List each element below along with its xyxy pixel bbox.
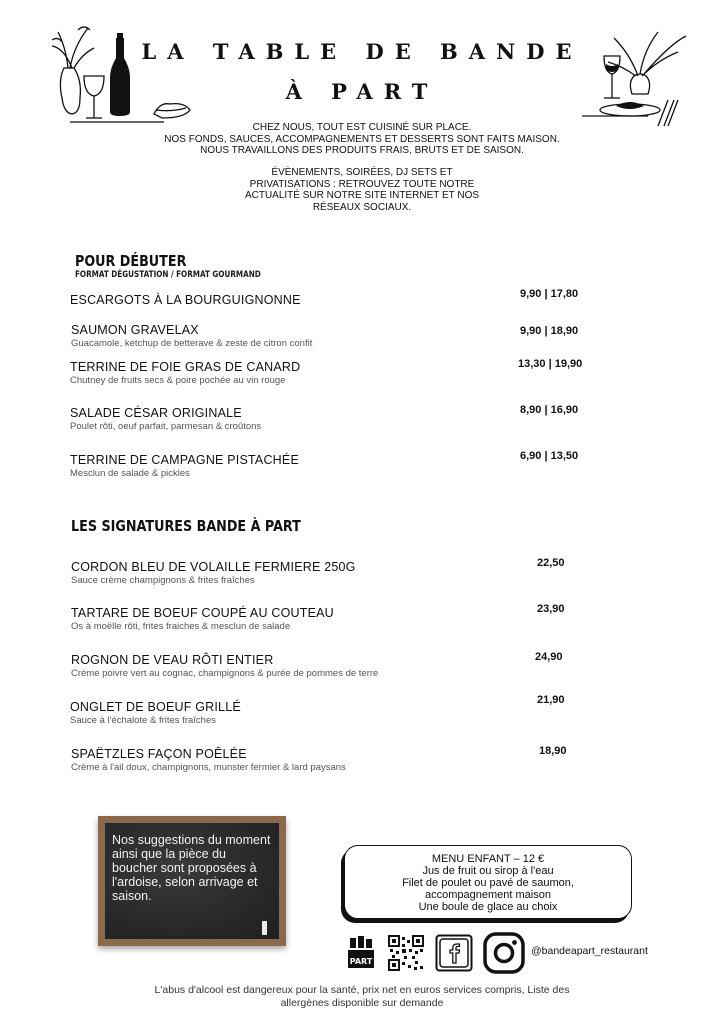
menu-item (71, 747, 491, 773)
instagram-handle[interactable]: @bandeapart_restaurant (531, 945, 648, 957)
instagram-icon[interactable] (483, 932, 525, 979)
starters-subtitle: FORMAT DÉGUSTATION / FORMAT GOURMAND (75, 270, 261, 280)
bande-a-part-logo[interactable] (346, 936, 376, 970)
dish-price: 6,90 | 13,50 (520, 450, 579, 462)
menu-item (71, 653, 491, 679)
events-line: ÉVÈNEMENTS, SOIRÉES, DJ SETS ET (271, 167, 453, 178)
menu-item (70, 453, 490, 479)
table-setting-illustration (578, 14, 698, 132)
intro-line: NOUS TRAVAILLONS DES PRODUITS FRAIS, BRUTS ET DE SAISON. (200, 145, 524, 156)
dish-name: ROGNON DE VEAU RÔTI ENTIER (71, 653, 274, 667)
dish-name: TARTARE DE BOEUF COUPÉ AU COUTEAU (71, 606, 334, 620)
dish-name: TERRINE DE CAMPAGNE PISTACHÉE (70, 453, 299, 467)
dish-name: SAUMON GRAVELAX (71, 323, 199, 337)
dish-description: Crème poivre vert au cognac, champignons & purée de pommes de terre (71, 668, 379, 679)
kids-menu-line: accompagnement maison (425, 889, 551, 901)
events-line: PRIVATISATIONS : RETROUVEZ TOUTE NOTRE (249, 178, 475, 190)
facebook-icon[interactable] (435, 934, 473, 977)
dish-name: ONGLET DE BOEUF GRILLÉ (70, 700, 241, 714)
events-line: ACTUALITÉ SUR NOTRE SITE INTERNET ET NOS (244, 190, 480, 201)
dish-description: Crème à l'ail doux, champignons, munster fermier & lard paysans (71, 762, 346, 773)
dish-name: SPAËTZLES FAÇON POÊLÉE (71, 747, 247, 761)
dish-description: Poulet rôti, oeuf parfait, parmesan & croûtons (70, 421, 262, 432)
menu-item (71, 323, 491, 349)
menu-title-line1: LA TABLE DE BANDE (141, 39, 583, 64)
dish-price: 9,90 | 18,90 (520, 325, 579, 337)
dish-name: CORDON BLEU DE VOLAILLE FERMIERE 250G (71, 560, 356, 574)
kids-menu-line: Une boule de glace au choix (418, 901, 558, 913)
dish-price: 21,90 (537, 694, 565, 706)
dish-description: Sauce à l'échalote & frites fraîches (70, 715, 216, 726)
menu-title-line2: À PART (285, 79, 439, 104)
wine-bottle-illustration (44, 18, 194, 130)
legal-notice: L'abus d'alcool est dangereux pour la santé, prix net en euros services compris, Liste des allergènes disponible sur demande (154, 984, 570, 1009)
chalk-piece (262, 921, 267, 935)
dish-price: 8,90 | 16,90 (520, 404, 579, 416)
qr-code-icon[interactable] (388, 935, 424, 976)
menu-item (70, 406, 490, 432)
dish-price: 13,30 | 19,90 (518, 358, 583, 370)
dish-price: 9,90 | 17,80 (520, 288, 579, 300)
dish-name: TERRINE DE FOIE GRAS DE CANARD (70, 360, 301, 374)
menu-item (71, 606, 491, 632)
dish-price: 18,90 (539, 745, 567, 757)
dish-description: Chutney de fruits secs & poire pochée au vin rouge (70, 375, 286, 386)
chalkboard-text: Nos suggestions du moment ainsi que la pièce du boucher sont proposées à l'ardoise, selon arrivage et saison. (112, 833, 271, 903)
dish-description: Os à moëlle rôti, frites fraiches & mesclun de salade (71, 621, 291, 632)
menu-item (70, 360, 490, 386)
intro-text (140, 122, 584, 157)
dish-name: SALADE CÉSAR ORIGINALE (70, 406, 242, 420)
dish-description: Mesclun de salade & pickles (70, 468, 190, 479)
dish-price: 23,90 (537, 603, 565, 615)
dish-price: 24,90 (535, 651, 563, 663)
dish-name: ESCARGOTS À LA BOURGUIGNONNE (70, 293, 301, 307)
logo-text: PART (349, 957, 373, 966)
signatures-title: LES SIGNATURES BANDE À PART (71, 517, 301, 535)
dish-description: Sauce crème champignons & frites fraîches (71, 575, 255, 586)
chalkboard (98, 816, 286, 946)
kids-menu-title: MENU ENFANT – 12 € (431, 853, 545, 865)
kids-menu-line: Filet de poulet ou pavé de saumon, (402, 877, 574, 889)
menu-item (70, 700, 490, 726)
starters-title: POUR DÉBUTER (75, 252, 187, 270)
menu-item (71, 560, 491, 586)
chalkboard-surface (105, 823, 279, 939)
events-line: RÉSEAUX SOCIAUX. (312, 201, 412, 213)
menu-item (70, 293, 490, 307)
dish-price: 22,50 (537, 557, 565, 569)
kids-menu-line: Jus de fruit ou sirop à l'eau (422, 865, 554, 877)
events-text (140, 167, 584, 213)
intro-line: CHEZ NOUS, TOUT EST CUISINÉ SUR PLACE. (252, 122, 472, 133)
dish-description: Guacamole, ketchup de betterave & zeste de citron confit (71, 338, 313, 349)
kids-menu-box (344, 845, 632, 919)
intro-line: NOS FONDS, SAUCES, ACCOMPAGNEMENTS ET DESSERTS SONT FAITS MAISON. (164, 133, 560, 145)
